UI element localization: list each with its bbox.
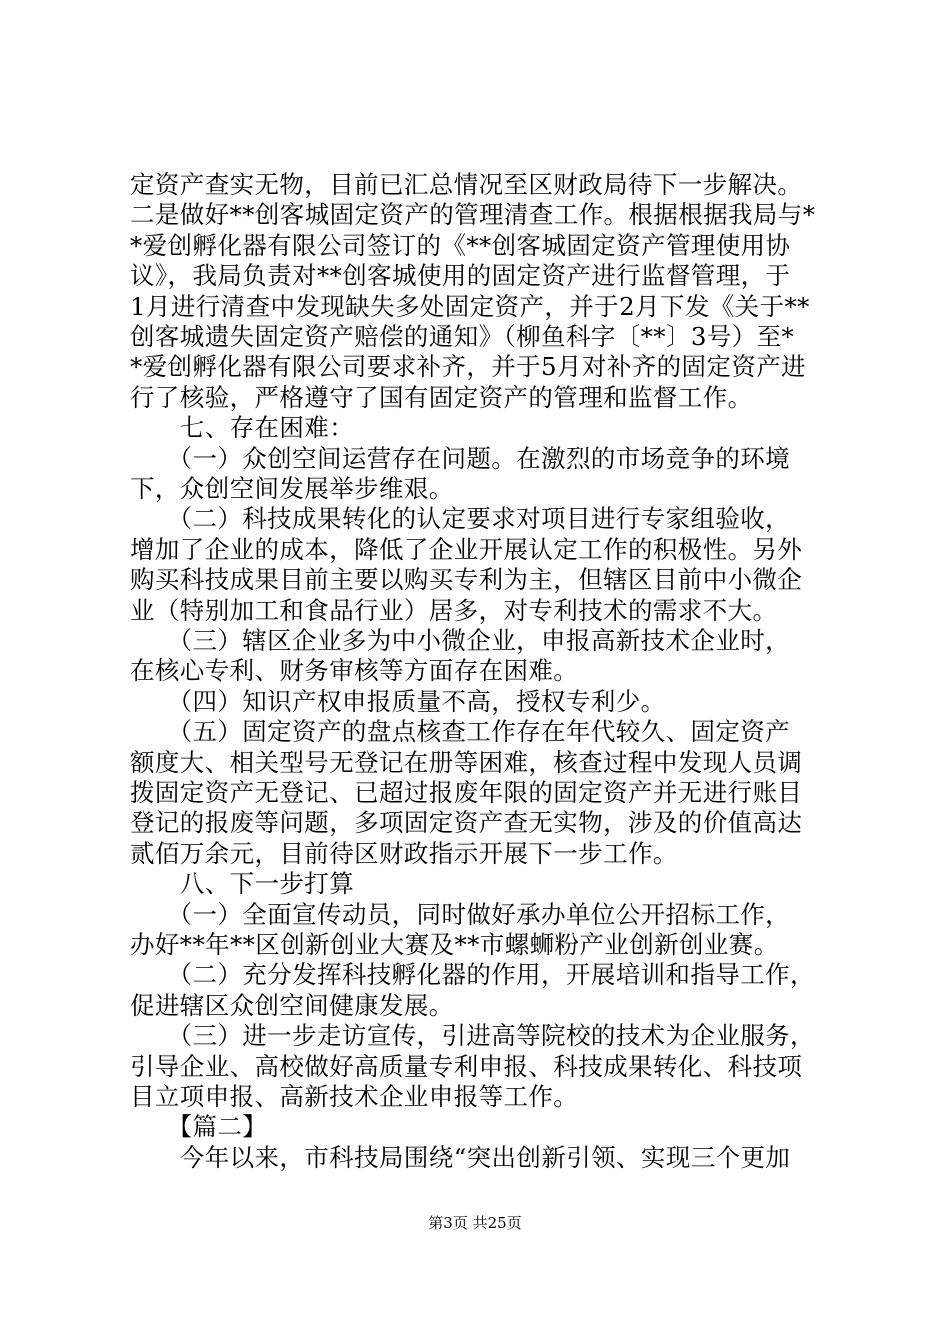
text-line: （一）众创空间运营存在问题。在激烈的市场竞争的环境 bbox=[130, 443, 791, 473]
text-line: *爱创孵化器有限公司要求补齐，并于5月对补齐的固定资产进 bbox=[130, 352, 807, 382]
text-line: 购买科技成果目前主要以购买专利为主，但辖区目前中小微企 bbox=[130, 565, 803, 595]
text-line: 登记的报废等问题，多项固定资产查无实物，涉及的价值高达 bbox=[130, 808, 803, 838]
text-line: 贰佰万余元，目前待区财政指示开展下一步工作。 bbox=[130, 838, 678, 868]
section-heading: 七、存在困难： bbox=[130, 413, 355, 443]
text-line: （四）知识产权申报质量不高，授权专利少。 bbox=[130, 686, 666, 716]
text-line: 创客城遗失固定资产赔偿的通知》（柳鱼科字〔**〕3号）至* bbox=[130, 322, 795, 351]
text-line: 办好**年**区创新创业大赛及**市螺蛳粉产业创新创业赛。 bbox=[130, 930, 779, 959]
text-line: （二）科技成果转化的认定要求对项目进行专家组验收， bbox=[130, 504, 791, 534]
page-footer: 第3页 共25页 bbox=[428, 1214, 522, 1232]
text-line: 在核心专利、财务审核等方面存在困难。 bbox=[130, 656, 579, 686]
text-line: 下，众创空间发展举步维艰。 bbox=[130, 474, 454, 503]
text-line: 行了核验，严格遵守了国有固定资产的管理和监督工作。 bbox=[130, 382, 753, 412]
text-line: 额度大、相关型号无登记在册等困难，核查过程中发现人员调 bbox=[130, 747, 803, 777]
text-line: 业（特别加工和食品行业）居多，对专利技术的需求不大。 bbox=[130, 595, 778, 625]
text-line: 促进辖区众创空间健康发展。 bbox=[130, 990, 454, 1020]
text-line: 目立项申报、高新技术企业申报等工作。 bbox=[130, 1082, 579, 1111]
text-line: （三）进一步走访宣传，引进高等院校的技术为企业服务， bbox=[130, 1021, 815, 1051]
text-line: （二）充分发挥科技孵化器的作用，开展培训和指导工作， bbox=[130, 960, 815, 990]
text-line: （一）全面宣传动员，同时做好承办单位公开招标工作， bbox=[130, 899, 791, 929]
text-line: 议》，我局负责对**创客城使用的固定资产进行监督管理，于 bbox=[130, 261, 791, 291]
text-line: 增加了企业的成本，降低了企业开展认定工作的积极性。另外 bbox=[130, 534, 803, 564]
text-line: 引导企业、高校做好高质量专利申报、科技成果转化、科技项 bbox=[130, 1051, 803, 1081]
section-heading: 【篇二】 bbox=[130, 1112, 268, 1142]
text-line: 二是做好**创客城固定资产的管理清查工作。根据根据我局与* bbox=[130, 200, 816, 230]
text-line: （五）固定资产的盘点核查工作存在年代较久、固定资产 bbox=[130, 717, 791, 747]
text-line: 拨固定资产无登记、已超过报废年限的固定资产并无进行账目 bbox=[130, 778, 803, 807]
section-heading: 八、下一步打算 bbox=[130, 869, 355, 899]
text-line: 今年以来，市科技局围绕“突出创新引领、实现三个更加 bbox=[130, 1142, 791, 1172]
text-line: 定资产查实无物，目前已汇总情况至区财政局待下一步解决。 bbox=[130, 170, 803, 199]
text-line: *爱创孵化器有限公司签订的《**创客城固定资产管理使用协 bbox=[130, 230, 791, 260]
text-line: 1月进行清查中发现缺失多处固定资产，并于2月下发《关于** bbox=[130, 291, 810, 321]
text-line: （三）辖区企业多为中小微企业，申报高新技术企业时， bbox=[130, 626, 791, 655]
